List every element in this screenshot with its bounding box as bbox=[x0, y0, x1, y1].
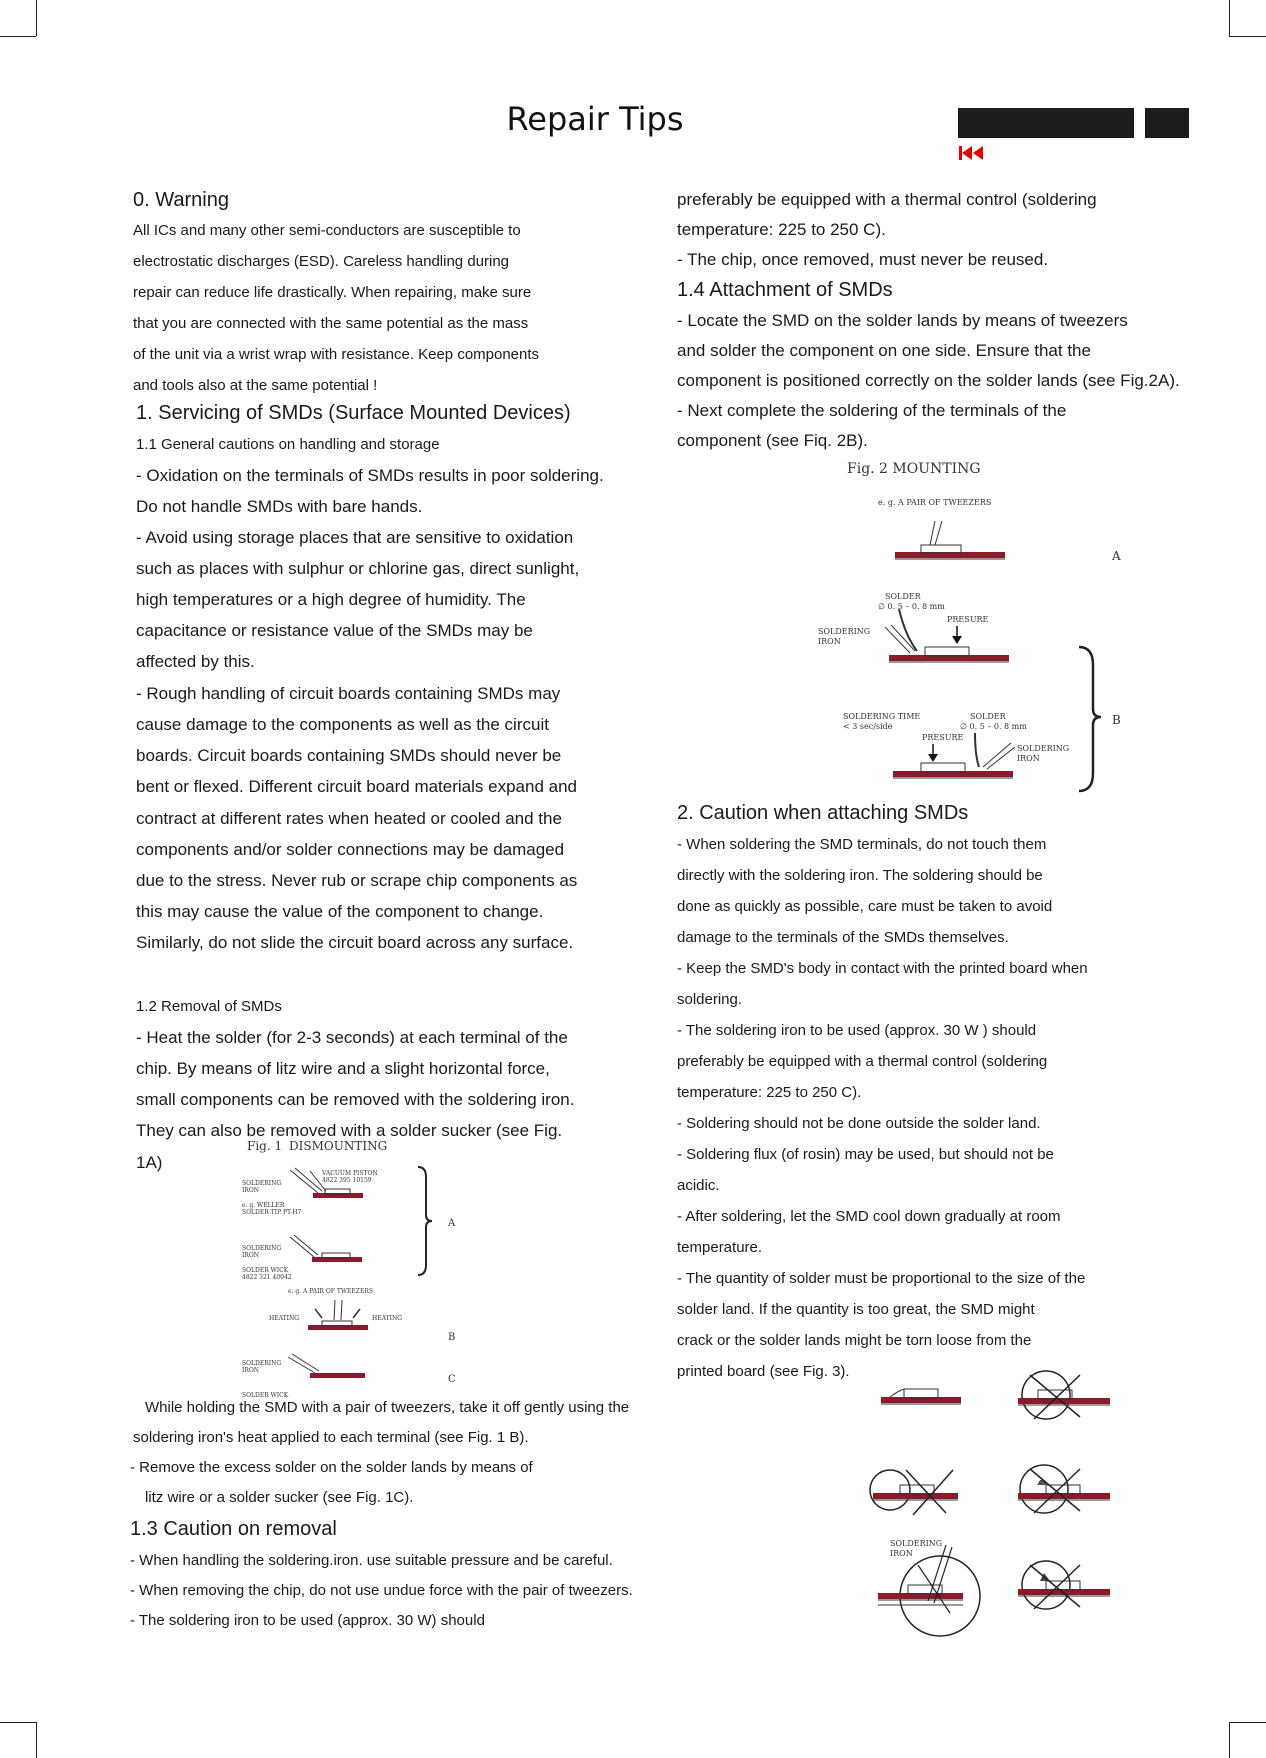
body-line: component is positioned correctly on the solder lands (see Fig.2A). bbox=[677, 371, 1180, 390]
fig1-iron-label: IRON bbox=[242, 1187, 260, 1194]
body-line: litz wire or a solder sucker (see Fig. 1C). bbox=[145, 1489, 414, 1506]
crop-mark-top-right-v bbox=[1229, 0, 1230, 36]
body-line: this may cause the value of the component to change. bbox=[136, 902, 544, 921]
body-line: - The quantity of solder must be proportional to the size of the bbox=[677, 1270, 1086, 1287]
fig1-iron-label: IRON bbox=[242, 1367, 260, 1374]
body-line: - Remove the excess solder on the solder lands by means of bbox=[130, 1459, 533, 1476]
body-line: - When soldering the SMD terminals, do not touch them bbox=[677, 836, 1047, 853]
fig2-label-a: A bbox=[1112, 549, 1121, 563]
body-line: boards. Circuit boards containing SMDs should never be bbox=[136, 746, 562, 765]
crop-mark-bottom-left-h bbox=[0, 1722, 36, 1723]
fig1-wick-label: SOLDER WICK bbox=[242, 1267, 289, 1274]
section-1-heading: 1. Servicing of SMDs (Surface Mounted Devices) bbox=[136, 402, 571, 424]
fig2-solder-diameter-2: ∅ 0. 5 – 0. 8 mm bbox=[960, 722, 1027, 731]
fig2-soldering-label-2: SOLDERING bbox=[1017, 744, 1070, 753]
fig1-vacuum-label: VACUUM PISTON bbox=[322, 1170, 378, 1177]
fig1-tweezers-label: e. g. A PAIR OF TWEEZERS bbox=[288, 1288, 373, 1295]
body-line: done as quickly as possible, care must be taken to avoid bbox=[677, 898, 1053, 915]
body-line: soldering. bbox=[677, 991, 743, 1008]
fig2-solder-label: SOLDER bbox=[885, 592, 921, 601]
fig1-wick-label-c: SOLDER WICK bbox=[242, 1392, 289, 1399]
fig2-iron-label-2: IRON bbox=[1017, 754, 1040, 763]
body-line: cause damage to the components as well as the circuit bbox=[136, 715, 549, 734]
fig2-presure-label-2: PRESURE bbox=[922, 733, 964, 742]
warning-line: that you are connected with the same potential as the mass bbox=[133, 315, 529, 332]
body-line: capacitance or resistance value of the SMDs may be bbox=[136, 621, 533, 640]
body-line: 1A) bbox=[136, 1153, 163, 1172]
body-line: preferably be equipped with a thermal control (soldering bbox=[677, 190, 1097, 209]
warning-line: repair can reduce life drastically. When repairing, make sure bbox=[133, 284, 532, 301]
fig1-label-c: C bbox=[448, 1374, 456, 1385]
body-line: - After soldering, let the SMD cool down gradually at room bbox=[677, 1208, 1061, 1225]
fig2-tweezers-label: e. g. A PAIR OF TWEEZERS bbox=[878, 498, 992, 507]
body-line: and solder the component on one side. Ensure that the bbox=[677, 341, 1091, 360]
crop-mark-top-left-v bbox=[36, 0, 37, 36]
warning-line: of the unit via a wrist wrap with resistance. Keep components bbox=[133, 346, 540, 363]
figure-1-dismounting bbox=[230, 1135, 480, 1405]
body-line: temperature: 225 to 250 C). bbox=[677, 220, 886, 239]
fig3-soldering-label: SOLDERING bbox=[890, 1539, 943, 1548]
fig1-wick-number: 4822 321 40042 bbox=[242, 1274, 292, 1281]
body-line: - Avoid using storage places that are sensitive to oxidation bbox=[136, 528, 574, 547]
fig1-vacuum-number: 4822 395 10159 bbox=[322, 1177, 372, 1184]
body-line: They can also be removed with a solder sucker (see Fig. bbox=[136, 1121, 563, 1140]
body-line: component (see Fiq. 2B). bbox=[677, 431, 868, 450]
body-line: - Keep the SMD's body in contact with the printed board when bbox=[677, 960, 1088, 977]
fig1-soldering-label: SOLDERING bbox=[242, 1360, 282, 1367]
body-line: temperature. bbox=[677, 1239, 763, 1256]
fig3-correct-example bbox=[881, 1389, 961, 1404]
body-line: preferably be equipped with a thermal control (soldering bbox=[677, 1053, 1048, 1070]
body-line: acidic. bbox=[677, 1177, 720, 1194]
back-to-start-icon[interactable] bbox=[958, 143, 986, 163]
body-line: Do not handle SMDs with bare hands. bbox=[136, 497, 423, 516]
body-line: bent or flexed. Different circuit board materials expand and bbox=[136, 777, 577, 796]
body-line: - The soldering iron to be used (approx. 30 W ) should bbox=[677, 1022, 1037, 1039]
fig2-time-value: < 3 sec/side bbox=[843, 722, 893, 731]
body-line: components and/or solder connections may be damaged bbox=[136, 840, 565, 859]
body-line: - Next complete the soldering of the terminals of the bbox=[677, 401, 1067, 420]
fig3-iron-label: IRON bbox=[890, 1549, 913, 1558]
warning-line: and tools also at the same potential ! bbox=[133, 377, 378, 394]
header-bar bbox=[958, 108, 1134, 138]
body-line: - Locate the SMD on the solder lands by means of tweezers bbox=[677, 311, 1128, 330]
fig2-label-b: B bbox=[1112, 713, 1121, 727]
section-2-heading: 2. Caution when attaching SMDs bbox=[677, 802, 969, 824]
fig3-wrong-example bbox=[878, 1539, 980, 1636]
figure-2-mounting bbox=[815, 455, 1135, 800]
crop-mark-top-right-h bbox=[1229, 36, 1266, 37]
section-1-3-heading: 1.3 Caution on removal bbox=[130, 1518, 337, 1540]
fig2-caption: Fig. 2 MOUNTING bbox=[847, 461, 981, 477]
body-line: chip. By means of litz wire and a slight horizontal force, bbox=[136, 1059, 550, 1078]
body-line: crack or the solder lands might be torn loose from the bbox=[677, 1332, 1032, 1349]
fig3-wrong-example bbox=[1018, 1371, 1110, 1419]
fig2-presure-label: PRESURE bbox=[947, 615, 989, 624]
body-line: - The soldering iron to be used (approx. 30 W) should bbox=[130, 1612, 485, 1629]
fig1-heating-right: HEATING bbox=[372, 1315, 403, 1322]
body-line: - Soldering flux (of rosin) may be used, but should not be bbox=[677, 1146, 1054, 1163]
fig1-iron-label: IRON bbox=[242, 1252, 260, 1259]
fig1-heating-left: HEATING bbox=[269, 1315, 300, 1322]
body-line: such as places with sulphur or chlorine gas, direct sunlight, bbox=[136, 559, 580, 578]
fig1-tip-label: SOLDER TIP PT-H7 bbox=[242, 1209, 302, 1216]
body-line: directly with the soldering iron. The soldering should be bbox=[677, 867, 1043, 884]
body-line: While holding the SMD with a pair of tweezers, take it off gently using the bbox=[145, 1399, 630, 1416]
warning-line: All ICs and many other semi-conductors are susceptible to bbox=[133, 222, 521, 239]
header-bar-small bbox=[1145, 108, 1189, 138]
fig1-soldering-label: SOLDERING bbox=[242, 1180, 282, 1187]
body-line: damage to the terminals of the SMDs themselves. bbox=[677, 929, 1009, 946]
body-line: solder land. If the quantity is too great, the SMD might bbox=[677, 1301, 1035, 1318]
warning-line: electrostatic discharges (ESD). Careless handling during bbox=[133, 253, 510, 270]
figure-3-solder-quantity bbox=[868, 1365, 1128, 1645]
body-line: small components can be removed with the soldering iron. bbox=[136, 1090, 575, 1109]
body-line: - When handling the soldering.iron. use suitable pressure and be careful. bbox=[130, 1552, 613, 1569]
crop-mark-top-left-h bbox=[0, 36, 36, 37]
fig2-iron-label: IRON bbox=[818, 637, 841, 646]
fig1-weller-label: e. g. WELLER bbox=[242, 1202, 285, 1209]
crop-mark-bottom-right-h bbox=[1229, 1722, 1266, 1723]
fig2-solder-label-2: SOLDER bbox=[970, 712, 1006, 721]
body-line: Similarly, do not slide the circuit board across any surface. bbox=[136, 933, 574, 952]
body-line: temperature: 225 to 250 C). bbox=[677, 1084, 862, 1101]
body-line: contract at different rates when heated or cooled and the bbox=[136, 809, 562, 828]
body-line: - Rough handling of circuit boards containing SMDs may bbox=[136, 684, 561, 703]
page-title: Repair Tips bbox=[506, 100, 684, 138]
fig1-label-b: B bbox=[448, 1332, 456, 1343]
body-line: - Heat the solder (for 2-3 seconds) at each terminal of the bbox=[136, 1028, 568, 1047]
fig2-time-label: SOLDERING TIME bbox=[843, 712, 921, 721]
fig2-soldering-label: SOLDERING bbox=[818, 627, 871, 636]
body-line: affected by this. bbox=[136, 652, 255, 671]
body-line: high temperatures or a high degree of humidity. The bbox=[136, 590, 526, 609]
section-1-4-heading: 1.4 Attachment of SMDs bbox=[677, 279, 893, 301]
body-line: - Soldering should not be done outside the solder land. bbox=[677, 1115, 1041, 1132]
warning-heading: 0. Warning bbox=[133, 189, 229, 211]
body-line: printed board (see Fig. 3). bbox=[677, 1363, 850, 1380]
body-line: - The chip, once removed, must never be reused. bbox=[677, 250, 1049, 269]
fig3-wrong-example bbox=[1018, 1465, 1110, 1513]
fig1-label-a: A bbox=[448, 1218, 456, 1229]
body-line: soldering iron's heat applied to each terminal (see Fig. 1 B). bbox=[133, 1429, 529, 1446]
body-line: - Oxidation on the terminals of SMDs results in poor soldering. bbox=[136, 466, 604, 485]
fig3-wrong-example bbox=[1018, 1561, 1110, 1609]
fig1-soldering-label: SOLDERING bbox=[242, 1245, 282, 1252]
section-1-1-heading: 1.1 General cautions on handling and storage bbox=[136, 436, 440, 453]
fig1-caption-title: DISMOUNTING bbox=[289, 1139, 388, 1153]
body-line: - When removing the chip, do not use undue force with the pair of tweezers. bbox=[130, 1582, 633, 1599]
crop-mark-bottom-left-v bbox=[36, 1722, 37, 1758]
fig1-caption-label: Fig. 1 bbox=[247, 1139, 283, 1153]
section-1-2-heading: 1.2 Removal of SMDs bbox=[136, 998, 282, 1015]
crop-mark-bottom-right-v bbox=[1229, 1722, 1230, 1758]
fig3-wrong-example bbox=[870, 1470, 958, 1515]
fig2-solder-diameter: ∅ 0. 5 – 0. 8 mm bbox=[878, 602, 945, 611]
body-line: due to the stress. Never rub or scrape chip components as bbox=[136, 871, 578, 890]
